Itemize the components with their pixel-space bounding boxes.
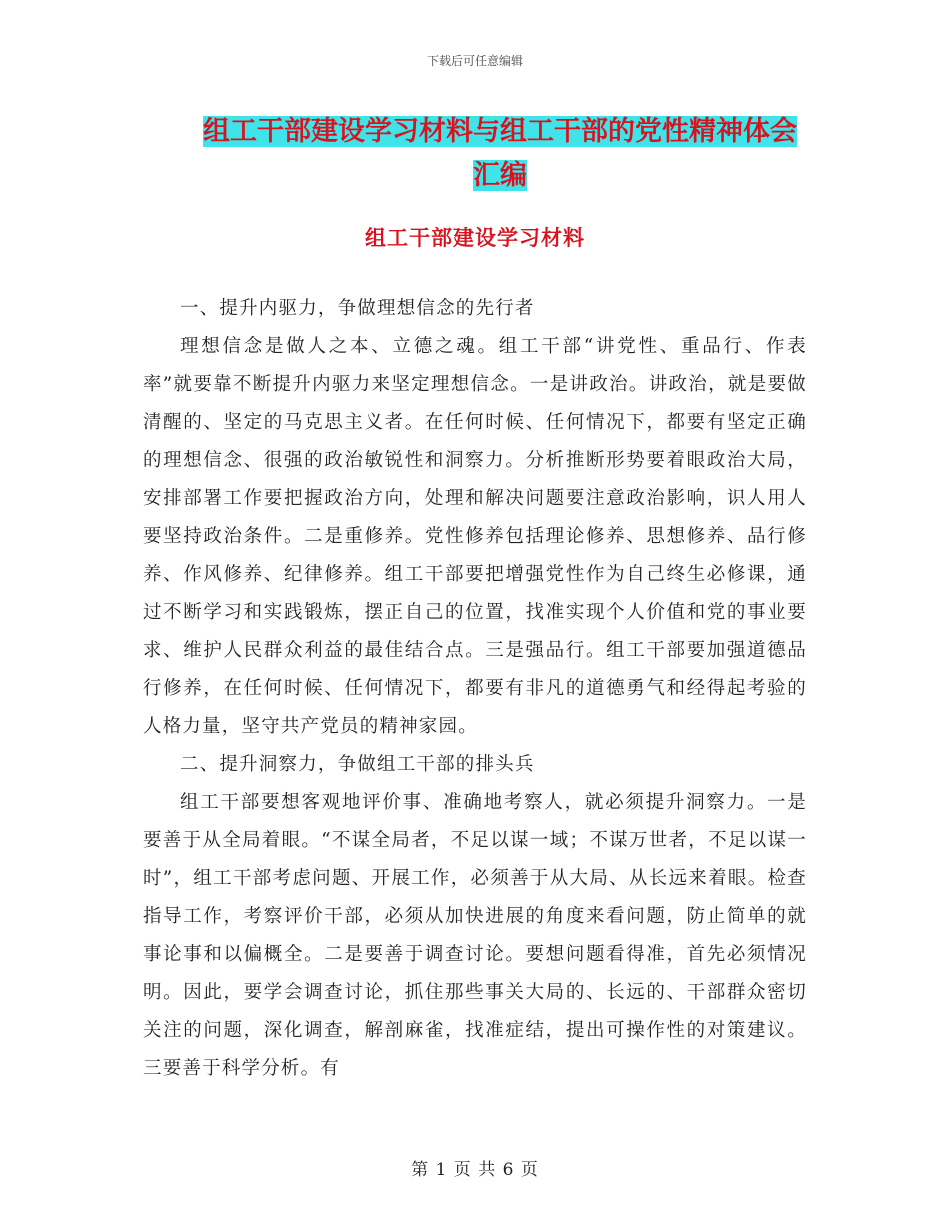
document-title-text: 组工干部建设学习材料与组工干部的党性精神体会汇编 [203, 116, 797, 191]
heading-1: 一、提升内驱力，争做理想信念的先行者 [180, 298, 535, 319]
page-footer: 第 1 页 共 6 页 [411, 1160, 539, 1180]
heading-2: 二、提升洞察力，争做组工干部的排头兵 [180, 754, 535, 775]
paragraph-1: 理想信念是做人之本、立德之魂。组工干部“讲党性、重品行、作表率”就要靠不断提升内驱力来坚定理想信念。一是讲政治。讲政治，就是要做清醒的、坚定的马克思主义者。在任何时候、任何情况下，都要有坚定正确的理想信念、很强的政治敏锐性和洞察力。分析推断形势要着眼政治大局，安排部署工作要把握政治方向，处理和解决问题要注意政治影响，识人用人要坚持政治条件。二是重修养。党性修养包括理论修养、思想修养、品行修养、作风修养、纪律修养。组工干部要把增强党性作为自己终生必修课，通过不断学习和实践锻炼，摆正自己的位置，找准实现个人价值和党的事业要求、维护人民群众利益的最佳结合点。三是强品行。组工干部要加强道德品行修养，在任何时候、任何情况下，都要有非凡的道德勇气和经得起考验的人格力量，坚守共产党员的精神家园。 [143, 336, 807, 737]
paragraph-2: 组工干部要想客观地评价事、准确地考察人，就必须提升洞察力。一是要善于从全局着眼。“不谋全局者，不足以谋一域；不谋万世者，不足以谋一时”，组工干部考虑问题、开展工作，必须善于从大局、从长远来着眼。检查指导工作，考察评价干部，必须从加快进展的角度来看问题，防止简单的就事论事和以偏概全。二是要善于调查讨论。要想问题看得准，首先必须情况明。因此，要学会调查讨论，抓住那些事关大局的、长远的、干部群众密切关注的问题，深化调查，解剖麻雀，找准症结，提出可操作性的对策建议。三要善于科学分析。有 [143, 792, 807, 1079]
header-note: 下载后可任意编辑 [426, 54, 523, 68]
section-title: 组工干部建设学习材料 [365, 225, 585, 250]
body-content [143, 290, 807, 1088]
document-title [190, 110, 810, 198]
